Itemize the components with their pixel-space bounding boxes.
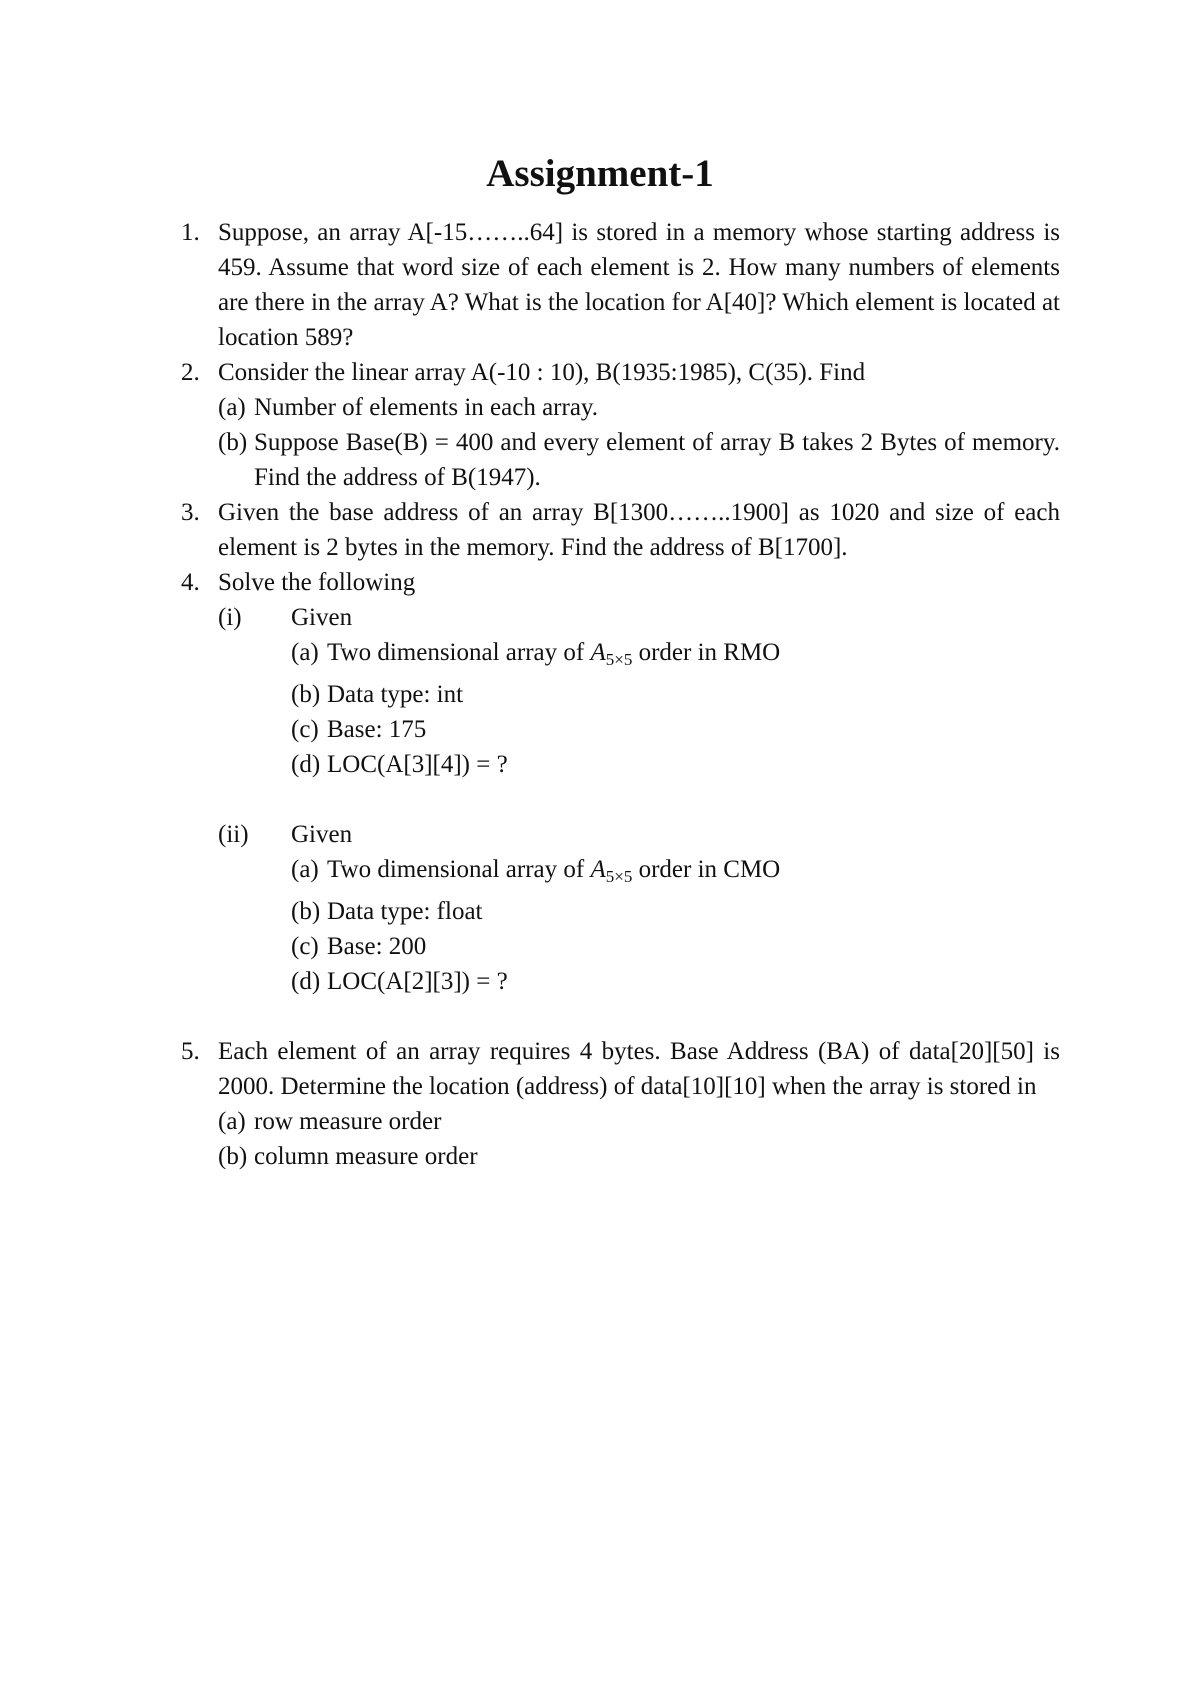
math-subscript: 5×5 xyxy=(605,867,633,886)
sub-item-text: Base: 175 xyxy=(327,716,427,743)
case-i-item-b xyxy=(291,677,1060,712)
question-text: Given the base address of an array B[1300……..1900] as 1020 and size of each element is 2 bytes in the memory. Find the address of B[1700]. xyxy=(218,499,1060,561)
question-number: 2. xyxy=(181,359,200,386)
sub-item-label: (c) xyxy=(291,933,319,960)
sub-item-a xyxy=(218,1104,1060,1139)
case-ii-items xyxy=(218,852,1060,999)
sub-item-label: (a) xyxy=(218,1108,246,1135)
case-i-item-d xyxy=(291,747,1060,782)
sub-item-a xyxy=(218,390,1060,425)
case-label: (i) xyxy=(218,604,242,631)
sub-item-text: LOC(A[2][3]) = ? xyxy=(327,968,508,995)
sub-item-label: (a) xyxy=(291,639,319,666)
sub-item-label: (b) xyxy=(291,898,321,925)
sub-item-text: Base: 200 xyxy=(327,933,427,960)
sub-item-label: (b) xyxy=(291,681,321,708)
question-3 xyxy=(160,495,1060,565)
spacer xyxy=(218,999,1060,1034)
case-ii-item-b xyxy=(291,894,1060,929)
sub-item-label: (b) xyxy=(218,429,248,456)
sub-item-text: column measure order xyxy=(254,1143,478,1170)
question-text: Each element of an array requires 4 bytes. Base Address (BA) of data[20][50] is 2000. Determine the location (address) of data[10][10] when the array is stored in xyxy=(218,1038,1060,1100)
case-ii-item-d xyxy=(291,964,1060,999)
sub-item-label: (d) xyxy=(291,751,321,778)
case-i xyxy=(218,600,1060,635)
sub-item-label: (a) xyxy=(291,856,319,883)
math-variable: A xyxy=(590,639,606,666)
sub-item-text: Suppose Base(B) = 400 and every element of array B takes 2 Bytes of memory. Find the address of B(1947). xyxy=(254,429,1060,491)
sub-item-text: Two dimensional array of xyxy=(327,856,591,883)
question-text: Consider the linear array A(-10 : 10), B(1935:1985), C(35). Find xyxy=(218,359,866,386)
sub-item-b xyxy=(218,425,1060,495)
question-2 xyxy=(160,355,1060,495)
question-5 xyxy=(160,1034,1060,1174)
case-text: Given xyxy=(291,821,353,848)
sub-item-text: order in RMO xyxy=(632,639,781,666)
case-i-item-c xyxy=(291,712,1060,747)
sub-item-b xyxy=(218,1139,1060,1174)
sub-item-text: row measure order xyxy=(254,1108,442,1135)
sub-item-text: Data type: float xyxy=(327,898,483,925)
question-text: Suppose, an array A[-15……..64] is stored in a memory whose starting address is 459. Assume that word size of each element is 2. How many numbers of elements are there in the array A? What is the location for A[40]? Which element is located at location 589? xyxy=(218,219,1060,351)
question-text: Solve the following xyxy=(218,569,416,596)
case-i-item-a xyxy=(291,635,1060,677)
question-4 xyxy=(160,565,1060,1034)
math-subscript: 5×5 xyxy=(605,650,633,669)
question-list xyxy=(160,215,1060,1174)
question-number: 4. xyxy=(181,569,200,596)
question-number: 3. xyxy=(181,499,200,526)
math-variable: A xyxy=(590,856,606,883)
sub-item-text: Data type: int xyxy=(327,681,464,708)
sub-item-label: (a) xyxy=(218,394,246,421)
case-text: Given xyxy=(291,604,353,631)
spacer xyxy=(218,782,1060,817)
question-number: 1. xyxy=(181,219,200,246)
case-ii xyxy=(218,817,1060,852)
question-number: 5. xyxy=(181,1038,200,1065)
case-ii-item-a xyxy=(291,852,1060,894)
case-label: (ii) xyxy=(218,821,249,848)
sub-item-text: Two dimensional array of xyxy=(327,639,591,666)
sub-item-label: (c) xyxy=(291,716,319,743)
case-ii-item-c xyxy=(291,929,1060,964)
sub-item-text: LOC(A[3][4]) = ? xyxy=(327,751,508,778)
page-title: Assignment-1 xyxy=(486,152,714,195)
sub-item-label: (d) xyxy=(291,968,321,995)
sub-item-label: (b) xyxy=(218,1143,248,1170)
sub-item-text: order in CMO xyxy=(632,856,781,883)
case-i-items xyxy=(218,635,1060,782)
question-1 xyxy=(160,215,1060,355)
sub-item-text: Number of elements in each array. xyxy=(254,394,599,421)
